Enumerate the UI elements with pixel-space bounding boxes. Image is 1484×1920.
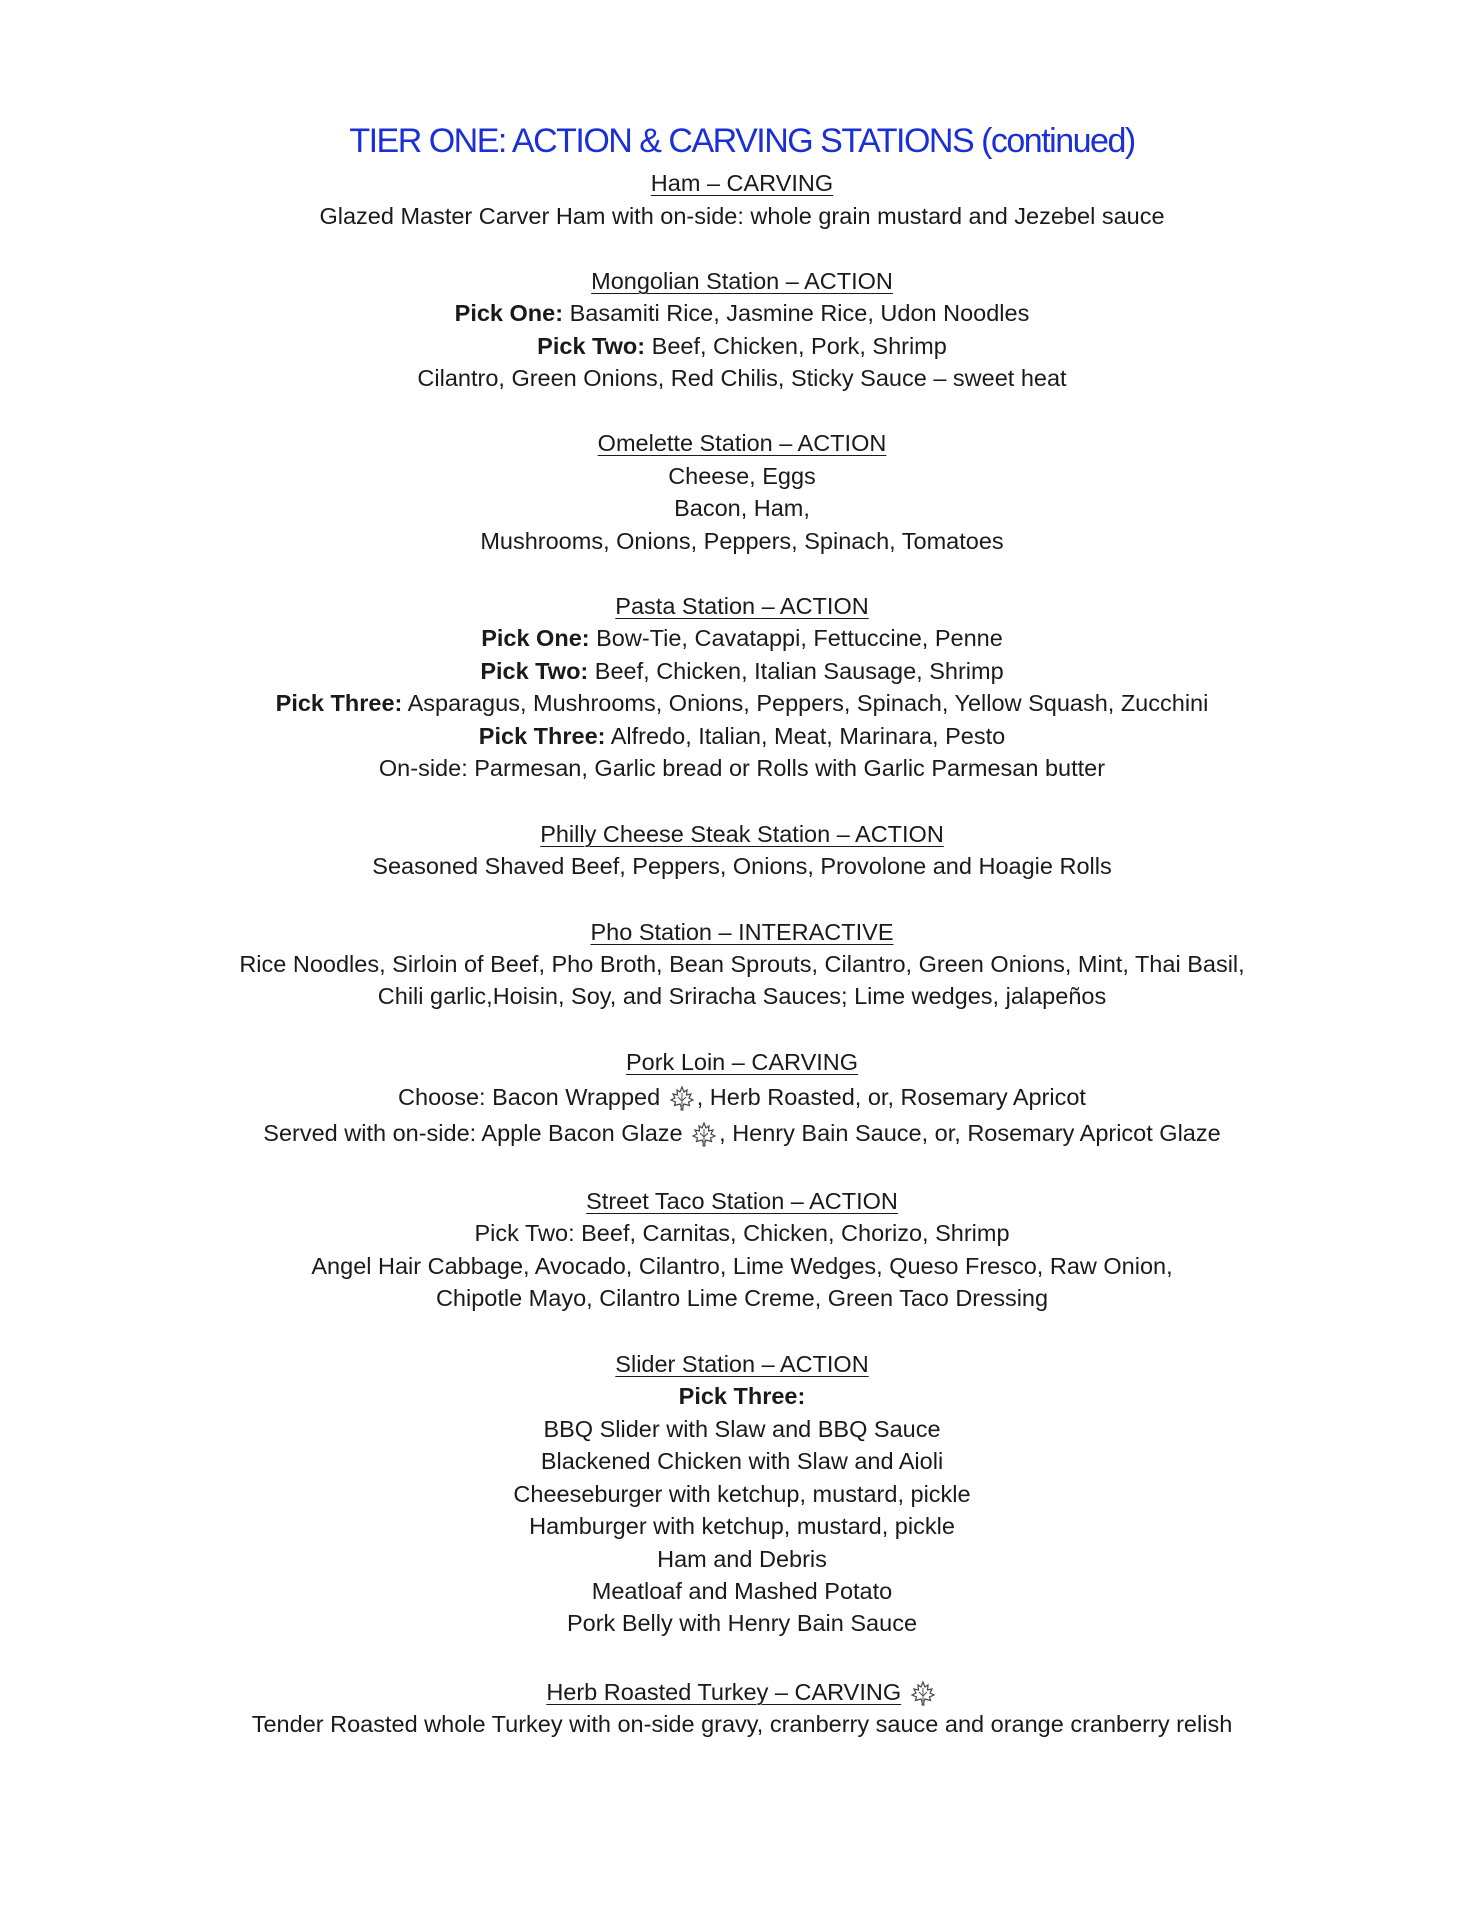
philly-heading: Philly Cheese Steak Station – ACTION — [540, 821, 944, 847]
slider-item: Blackened Chicken with Slaw and Aioli — [540, 1448, 944, 1474]
slider-item: Pork Belly with Henry Bain Sauce — [566, 1610, 918, 1636]
mongolian-pick-two: Pick Two: Beef, Chicken, Pork, Shrimp — [537, 333, 947, 359]
street-taco-line-3: Chipotle Mayo, Cilantro Lime Creme, Green Taco Dressing — [435, 1285, 1049, 1311]
pork-loin-served: Served with on-side: Apple Bacon Glaze , Henry Bain Sauce, or, Rosemary Apricot Glaze — [263, 1120, 1221, 1146]
pho-line-2: Chili garlic,Hoisin, Soy, and Sriracha Sauces; Lime wedges, jalapeños — [377, 983, 1107, 1009]
pho-line-1: Rice Noodles, Sirloin of Beef, Pho Broth, Bean Sprouts, Cilantro, Green Onions, Mint, Thai Basil, — [239, 951, 1245, 977]
page-title: TIER ONE: ACTION & CARVING STATIONS (continued) — [349, 122, 1135, 160]
omelette-line-2: Bacon, Ham, — [674, 495, 810, 521]
ham-desc: Glazed Master Carver Ham with on-side: whole grain mustard and Jezebel sauce — [319, 203, 1165, 229]
turkey-desc: Tender Roasted whole Turkey with on-side gravy, cranberry sauce and orange cranberry relish — [251, 1711, 1233, 1737]
maple-leaf-icon — [910, 1680, 936, 1706]
philly-desc: Seasoned Shaved Beef, Peppers, Onions, Provolone and Hoagie Rolls — [372, 853, 1112, 879]
pho-heading: Pho Station – INTERACTIVE — [590, 919, 894, 945]
maple-leaf-icon — [691, 1121, 717, 1147]
ham-heading: Ham – CARVING — [650, 170, 834, 196]
omelette-line-3: Mushrooms, Onions, Peppers, Spinach, Tomatoes — [480, 528, 1004, 554]
mongolian-pick-one: Pick One: Basamiti Rice, Jasmine Rice, Udon Noodles — [454, 300, 1030, 326]
street-taco-line-2: Angel Hair Cabbage, Avocado, Cilantro, Lime Wedges, Queso Fresco, Raw Onion, — [311, 1253, 1173, 1279]
pasta-pick-two: Pick Two: Beef, Chicken, Italian Sausage, Shrimp — [480, 658, 1004, 684]
turkey-heading: Herb Roasted Turkey – CARVING — [0, 1677, 1484, 1709]
slider-pick-label: Pick Three: — [678, 1383, 806, 1409]
slider-item: Hamburger with ketchup, mustard, pickle — [529, 1513, 955, 1539]
street-taco-line-1: Pick Two: Beef, Carnitas, Chicken, Chorizo, Shrimp — [474, 1220, 1010, 1246]
pasta-heading: Pasta Station – ACTION — [615, 593, 869, 619]
pasta-pick-one: Pick One: Bow-Tie, Cavatappi, Fettuccine, Penne — [481, 625, 1003, 651]
omelette-heading: Omelette Station – ACTION — [597, 430, 887, 456]
mongolian-heading: Mongolian Station – ACTION — [591, 268, 893, 294]
mongolian-extras: Cilantro, Green Onions, Red Chilis, Sticky Sauce – sweet heat — [417, 365, 1067, 391]
slider-item: Ham and Debris — [657, 1546, 827, 1572]
street-taco-heading: Street Taco Station – ACTION — [586, 1188, 898, 1214]
slider-item: BBQ Slider with Slaw and BBQ Sauce — [543, 1416, 941, 1442]
slider-item: Cheeseburger with ketchup, mustard, pickle — [513, 1481, 971, 1507]
pasta-pick-three-veg: Pick Three: Asparagus, Mushrooms, Onions, Peppers, Spinach, Yellow Squash, Zucchini — [275, 690, 1209, 716]
omelette-line-1: Cheese, Eggs — [668, 463, 816, 489]
pork-loin-heading: Pork Loin – CARVING — [625, 1049, 859, 1075]
slider-item: Meatloaf and Mashed Potato — [591, 1578, 893, 1604]
slider-heading: Slider Station – ACTION — [615, 1351, 869, 1377]
pasta-onside: On-side: Parmesan, Garlic bread or Rolls with Garlic Parmesan butter — [378, 755, 1106, 781]
pasta-pick-three-sauce: Pick Three: Alfredo, Italian, Meat, Marinara, Pesto — [478, 723, 1006, 749]
pork-loin-choose: Choose: Bacon Wrapped , Herb Roasted, or, Rosemary Apricot — [398, 1084, 1086, 1110]
maple-leaf-icon — [669, 1085, 695, 1111]
